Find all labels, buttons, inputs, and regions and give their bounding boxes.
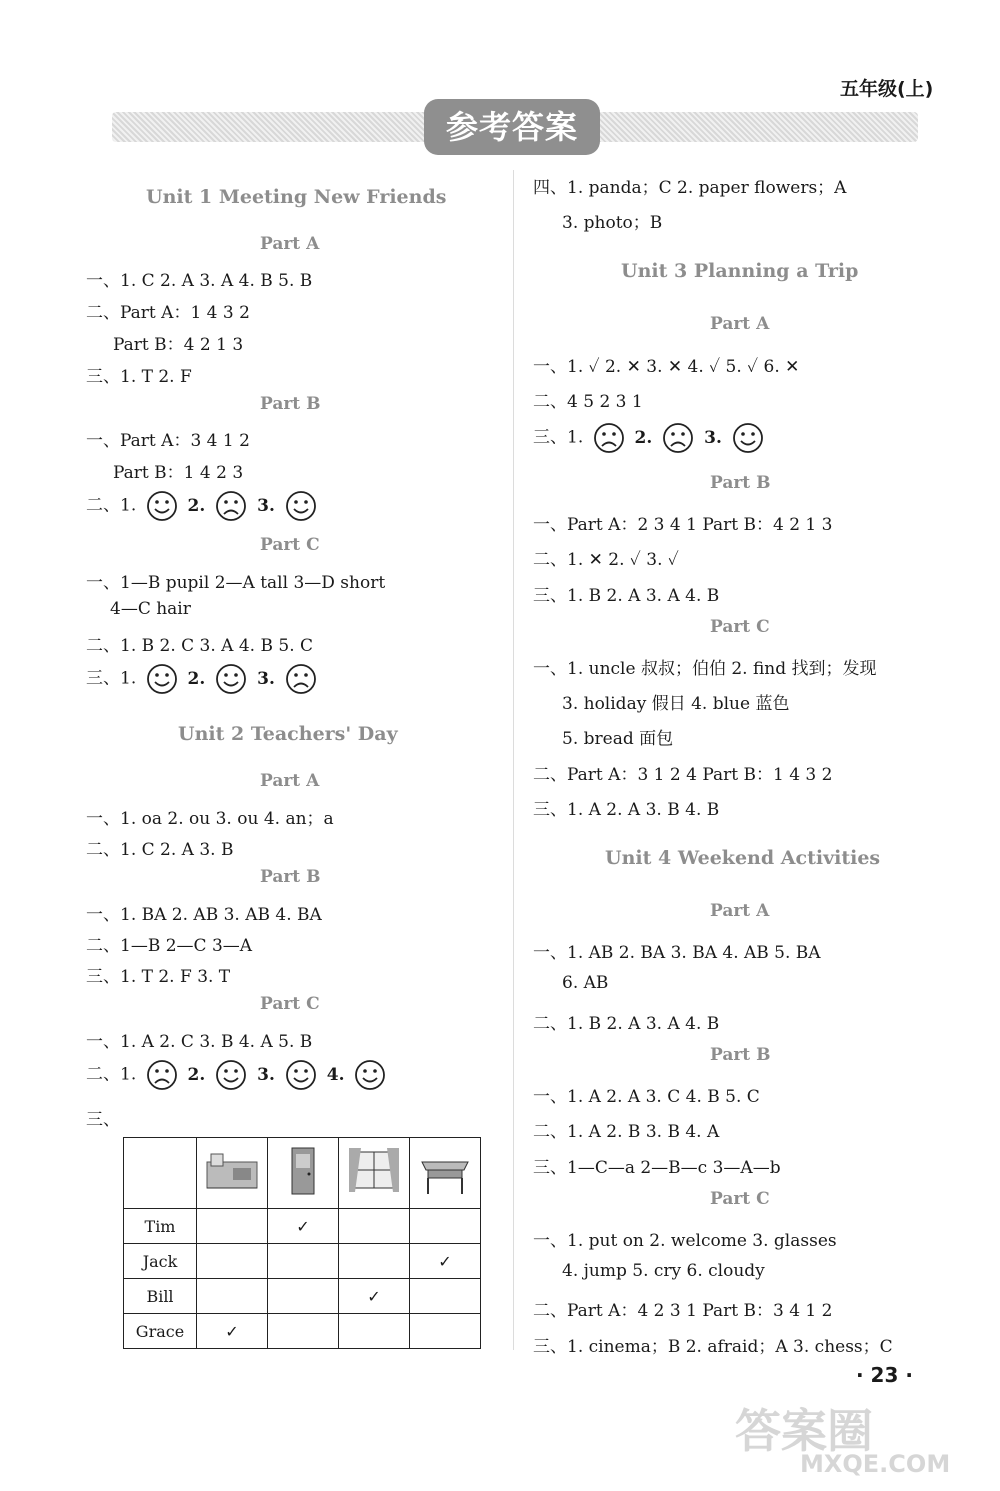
column-divider xyxy=(513,170,514,1350)
table-row xyxy=(124,1279,481,1314)
answer-line: 三、1. A 2. A 3. B 4. B xyxy=(533,800,720,820)
answer-line: 一、1. A 2. A 3. C 4. B 5. C xyxy=(533,1087,760,1107)
u1-part-a-heading: Part A xyxy=(260,234,320,254)
sad-face-icon xyxy=(285,663,317,695)
answer-line: 一、1. AB 2. BA 3. BA 4. AB 5. BA xyxy=(533,943,821,963)
check-cell: ✓ xyxy=(410,1244,481,1279)
row-name: Jack xyxy=(124,1244,197,1279)
u3-part-a-heading: Part A xyxy=(710,314,770,334)
answer-line: 一、1—B pupil 2—A tall 3—D short xyxy=(86,573,386,593)
answer-line: 三、1. T 2. F 3. T xyxy=(86,967,231,987)
living-room-picture xyxy=(203,1144,261,1198)
check-cell xyxy=(410,1209,481,1244)
desk-picture xyxy=(416,1144,474,1198)
check-cell xyxy=(339,1244,410,1279)
answer-line: 一、1. C 2. A 3. A 4. B 5. B xyxy=(86,271,313,291)
face-answer-line xyxy=(533,422,768,454)
check-cell xyxy=(268,1244,339,1279)
answer-line: 一、1. oa 2. ou 3. ou 4. an；a xyxy=(86,809,334,829)
u1-part-c-heading: Part C xyxy=(260,535,320,555)
question-number: 2. xyxy=(181,668,212,689)
check-cell xyxy=(197,1209,268,1244)
u4-part-b-heading: Part B xyxy=(710,1045,771,1065)
answer-prefix: 二、1. xyxy=(86,495,137,516)
face-answer-line xyxy=(86,490,321,522)
answer-line: 5. bread 面包 xyxy=(562,729,674,749)
question-number: 2. xyxy=(181,1064,212,1085)
face-group xyxy=(142,669,321,689)
table-row xyxy=(124,1209,481,1244)
question-number: 4. xyxy=(320,1064,351,1085)
answer-line: 一、1. put on 2. welcome 3. glasses xyxy=(533,1231,837,1251)
answer-line: 二、1—B 2—C 3—A xyxy=(86,936,253,956)
unit1-title: Unit 1 Meeting New Friends xyxy=(146,186,447,208)
happy-face-icon xyxy=(285,1059,317,1091)
answer-line: 4—C hair xyxy=(110,599,191,619)
answer-line: 二、Part A：4 2 3 1 Part B：3 4 1 2 xyxy=(533,1301,833,1321)
sad-face-icon xyxy=(593,422,625,454)
check-cell: ✓ xyxy=(197,1314,268,1349)
happy-face-icon xyxy=(215,663,247,695)
unit2-title: Unit 2 Teachers' Day xyxy=(178,723,398,745)
u4-part-a-heading: Part A xyxy=(710,901,770,921)
table-row xyxy=(124,1244,481,1279)
happy-face-icon xyxy=(146,490,178,522)
answer-line: 三、 xyxy=(86,1110,120,1130)
answer-line: 3. photo；B xyxy=(562,213,663,233)
answer-table xyxy=(123,1137,481,1349)
answer-line: 二、Part A：1 4 3 2 xyxy=(86,303,250,323)
check-cell xyxy=(197,1279,268,1314)
happy-face-icon xyxy=(285,490,317,522)
question-number: 3. xyxy=(251,495,281,516)
happy-face-icon xyxy=(146,663,178,695)
answer-line: 一、1. uncle 叔叔；伯伯 2. find 找到；发现 xyxy=(533,659,877,679)
face-group xyxy=(142,1065,391,1085)
question-number: 2. xyxy=(181,495,212,516)
happy-face-icon xyxy=(215,1059,247,1091)
sad-face-icon xyxy=(215,490,247,522)
face-group xyxy=(142,496,321,516)
table-header-row xyxy=(124,1138,481,1209)
u2-part-c-heading: Part C xyxy=(260,994,320,1014)
picture-cell xyxy=(197,1138,268,1209)
watermark-logo: 答案圈 xyxy=(735,1404,873,1458)
answer-line: 四、1. panda；C 2. paper flowers；A xyxy=(533,178,847,198)
check-cell xyxy=(410,1279,481,1314)
answer-line: 一、1. BA 2. AB 3. AB 4. BA xyxy=(86,905,322,925)
answer-prefix: 三、1. xyxy=(533,427,584,448)
check-cell xyxy=(197,1244,268,1279)
answer-line: 3. holiday 假日 4. blue 蓝色 xyxy=(562,694,790,714)
grade-label: 五年级(上) xyxy=(840,78,934,100)
picture-cell xyxy=(410,1138,481,1209)
answer-line: Part B：4 2 1 3 xyxy=(113,335,244,355)
answer-line: 三、1. B 2. A 3. A 4. B xyxy=(533,586,720,606)
u1-part-b-heading: Part B xyxy=(260,394,321,414)
face-group xyxy=(589,428,768,448)
sad-face-icon xyxy=(662,422,694,454)
answer-line: 二、1. B 2. C 3. A 4. B 5. C xyxy=(86,636,314,656)
u3-part-c-heading: Part C xyxy=(710,617,770,637)
watermark-url: MXQE.COM xyxy=(800,1450,951,1478)
happy-face-icon xyxy=(732,422,764,454)
question-number: 3. xyxy=(251,1064,281,1085)
u2-part-b-heading: Part B xyxy=(260,867,321,887)
u2-part-a-heading: Part A xyxy=(260,771,320,791)
table-corner-cell xyxy=(124,1138,197,1209)
row-name: Grace xyxy=(124,1314,197,1349)
answer-line: 一、Part A：3 4 1 2 xyxy=(86,431,250,451)
answer-line: 二、Part A：3 1 2 4 Part B：1 4 3 2 xyxy=(533,765,833,785)
picture-cell xyxy=(339,1138,410,1209)
u4-part-c-heading: Part C xyxy=(710,1189,770,1209)
answer-prefix: 三、1. xyxy=(86,668,137,689)
answer-prefix: 二、1. xyxy=(86,1064,137,1085)
answer-line: 一、1. A 2. C 3. B 4. A 5. B xyxy=(86,1032,313,1052)
question-number: 3. xyxy=(251,668,281,689)
u3-part-b-heading: Part B xyxy=(710,473,771,493)
answer-line: 6. AB xyxy=(562,973,609,993)
check-cell xyxy=(410,1314,481,1349)
check-cell xyxy=(339,1314,410,1349)
answer-line: 二、4 5 2 3 1 xyxy=(533,392,643,412)
check-cell xyxy=(268,1279,339,1314)
answer-line: 一、1. ✓ 2. ✕ 3. ✕ 4. ✓ 5. ✓ 6. ✕ xyxy=(533,357,800,377)
banner-title: 参考答案 xyxy=(424,99,600,155)
sad-face-icon xyxy=(146,1059,178,1091)
row-name: Tim xyxy=(124,1209,197,1244)
page-number: · 23 · xyxy=(856,1363,913,1387)
answer-line: 三、1. cinema；B 2. afraid；A 3. chess；C xyxy=(533,1337,893,1357)
face-answer-line xyxy=(86,663,321,695)
check-cell: ✓ xyxy=(339,1279,410,1314)
question-number: 3. xyxy=(698,427,728,448)
table-row xyxy=(124,1314,481,1349)
answer-line: 一、Part A：2 3 4 1 Part B：4 2 1 3 xyxy=(533,515,833,535)
check-cell xyxy=(268,1314,339,1349)
answer-line: 三、1. T 2. F xyxy=(86,367,192,387)
row-name: Bill xyxy=(124,1279,197,1314)
answer-line: 二、1. C 2. A 3. B xyxy=(86,840,234,860)
answer-line: 二、1. B 2. A 3. A 4. B xyxy=(533,1014,720,1034)
picture-cell xyxy=(268,1138,339,1209)
answer-line: 4. jump 5. cry 6. cloudy xyxy=(562,1261,765,1281)
question-number: 2. xyxy=(628,427,659,448)
window-picture xyxy=(345,1144,403,1198)
door-picture xyxy=(274,1144,332,1198)
unit4-title: Unit 4 Weekend Activities xyxy=(605,847,881,869)
answer-line: 二、1. ✕ 2. ✓ 3. ✓ xyxy=(533,550,679,570)
happy-face-icon xyxy=(354,1059,386,1091)
unit3-title: Unit 3 Planning a Trip xyxy=(621,260,859,282)
answer-line: 二、1. A 2. B 3. B 4. A xyxy=(533,1122,720,1142)
check-cell: ✓ xyxy=(268,1209,339,1244)
face-answer-line xyxy=(86,1059,390,1091)
answer-line: Part B：1 4 2 3 xyxy=(113,463,244,483)
check-cell xyxy=(339,1209,410,1244)
answer-line: 三、1—C—a 2—B—c 3—A—b xyxy=(533,1158,781,1178)
